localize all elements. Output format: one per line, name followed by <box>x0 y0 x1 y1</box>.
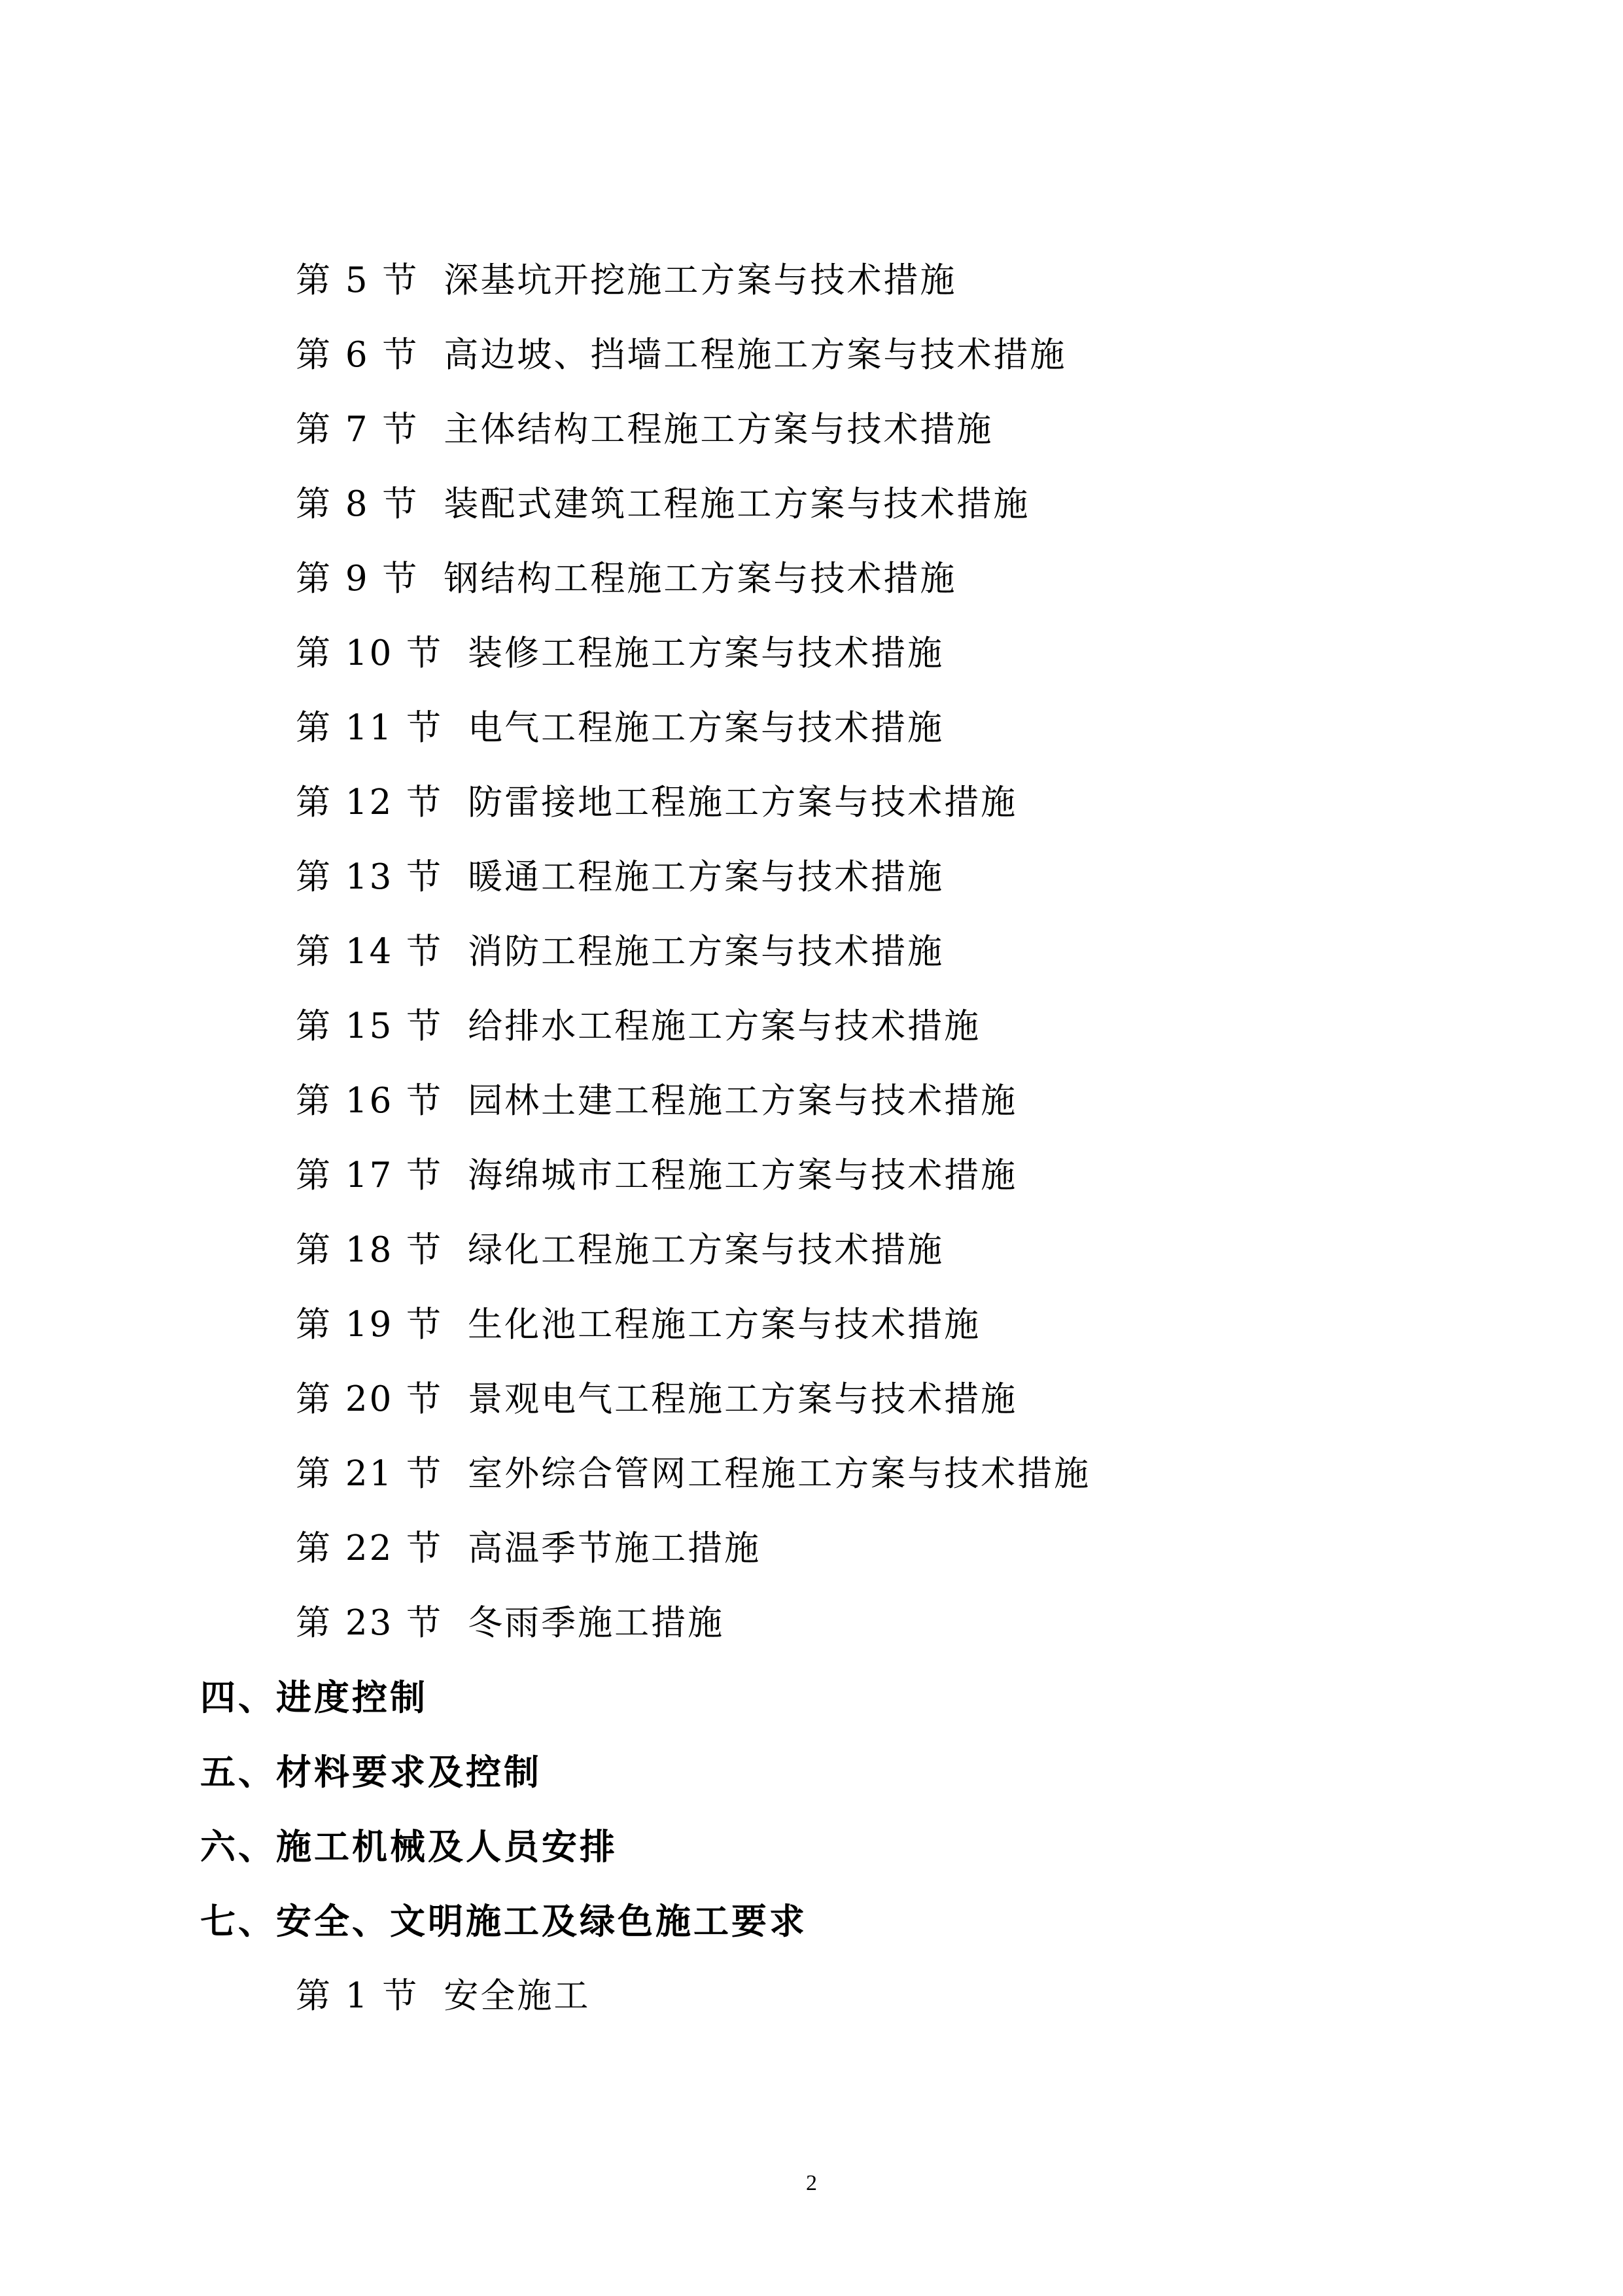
section-title: 安全施工 <box>444 1976 591 2016</box>
toc-entry-section[interactable] <box>0 393 1623 467</box>
page-number: 2 <box>806 2171 817 2195</box>
section-number: 第 7 节 <box>296 410 419 450</box>
toc-entry-section[interactable] <box>0 1437 1623 1511</box>
toc-entry-section[interactable] <box>0 989 1623 1064</box>
toc-entry-section[interactable] <box>0 1511 1623 1586</box>
toc-entry-chapter[interactable]: 六、施工机械及人员安排 <box>200 1826 618 1867</box>
section-number: 第 14 节 <box>296 932 444 972</box>
section-number: 第 20 节 <box>296 1379 444 1419</box>
section-number: 第 6 节 <box>296 335 419 375</box>
section-title: 暖通工程施工方案与技术措施 <box>468 857 945 897</box>
section-title: 高边坡、挡墙工程施工方案与技术措施 <box>444 335 1067 375</box>
section-title: 给排水工程施工方案与技术措施 <box>468 1006 981 1046</box>
table-of-contents <box>0 243 1623 2034</box>
toc-entry-section[interactable] <box>0 1213 1623 1288</box>
section-number: 第 17 节 <box>296 1156 444 1195</box>
section-title: 园林土建工程施工方案与技术措施 <box>468 1081 1018 1121</box>
section-title: 海绵城市工程施工方案与技术措施 <box>468 1156 1018 1195</box>
toc-entry-section[interactable] <box>0 840 1623 915</box>
section-number: 第 8 节 <box>296 484 419 524</box>
section-title: 生化池工程施工方案与技术措施 <box>468 1305 981 1345</box>
section-title: 消防工程施工方案与技术措施 <box>468 932 945 972</box>
toc-entry-section[interactable] <box>0 616 1623 691</box>
section-number: 第 9 节 <box>296 559 419 599</box>
toc-entry-section[interactable] <box>0 1064 1623 1139</box>
toc-entry-section[interactable] <box>0 691 1623 766</box>
toc-entry-section[interactable] <box>0 1959 1623 2034</box>
section-title: 深基坑开挖施工方案与技术措施 <box>444 260 957 300</box>
section-number: 第 19 节 <box>296 1305 444 1345</box>
section-number: 第 11 节 <box>296 708 444 748</box>
toc-entry-section[interactable] <box>0 915 1623 989</box>
section-number: 第 12 节 <box>296 783 444 822</box>
section-number: 第 21 节 <box>296 1454 444 1494</box>
section-number: 第 15 节 <box>296 1006 444 1046</box>
section-number: 第 16 节 <box>296 1081 444 1121</box>
toc-entry-chapter[interactable]: 四、进度控制 <box>200 1677 428 1718</box>
toc-entry-section[interactable] <box>0 1288 1623 1362</box>
section-title: 绿化工程施工方案与技术措施 <box>468 1230 945 1270</box>
section-title: 防雷接地工程施工方案与技术措施 <box>468 783 1018 822</box>
section-title: 装修工程施工方案与技术措施 <box>468 633 945 673</box>
section-title: 高温季节施工措施 <box>468 1528 761 1568</box>
section-number: 第 1 节 <box>296 1976 419 2016</box>
section-number: 第 10 节 <box>296 633 444 673</box>
section-number: 第 22 节 <box>296 1528 444 1568</box>
toc-entry-section[interactable] <box>0 1362 1623 1437</box>
section-title: 装配式建筑工程施工方案与技术措施 <box>444 484 1030 524</box>
section-title: 景观电气工程施工方案与技术措施 <box>468 1379 1018 1419</box>
section-title: 钢结构工程施工方案与技术措施 <box>444 559 957 599</box>
toc-entry-chapter[interactable]: 七、安全、文明施工及绿色施工要求 <box>200 1901 807 1942</box>
section-title: 冬雨季施工措施 <box>468 1603 725 1643</box>
section-number: 第 18 节 <box>296 1230 444 1270</box>
toc-entry-section[interactable] <box>0 243 1623 318</box>
section-number: 第 13 节 <box>296 857 444 897</box>
toc-entry-section[interactable] <box>0 542 1623 616</box>
section-title: 主体结构工程施工方案与技术措施 <box>444 410 994 450</box>
toc-entry-section[interactable] <box>0 766 1623 840</box>
toc-entry-section[interactable] <box>0 467 1623 542</box>
section-number: 第 5 节 <box>296 260 419 300</box>
toc-entry-chapter[interactable]: 五、材料要求及控制 <box>200 1752 542 1793</box>
toc-entry-section[interactable] <box>0 318 1623 393</box>
section-number: 第 23 节 <box>296 1603 444 1643</box>
section-title: 电气工程施工方案与技术措施 <box>468 708 945 748</box>
toc-entry-section[interactable] <box>0 1586 1623 1661</box>
section-title: 室外综合管网工程施工方案与技术措施 <box>468 1454 1091 1494</box>
toc-entry-section[interactable] <box>0 1139 1623 1213</box>
